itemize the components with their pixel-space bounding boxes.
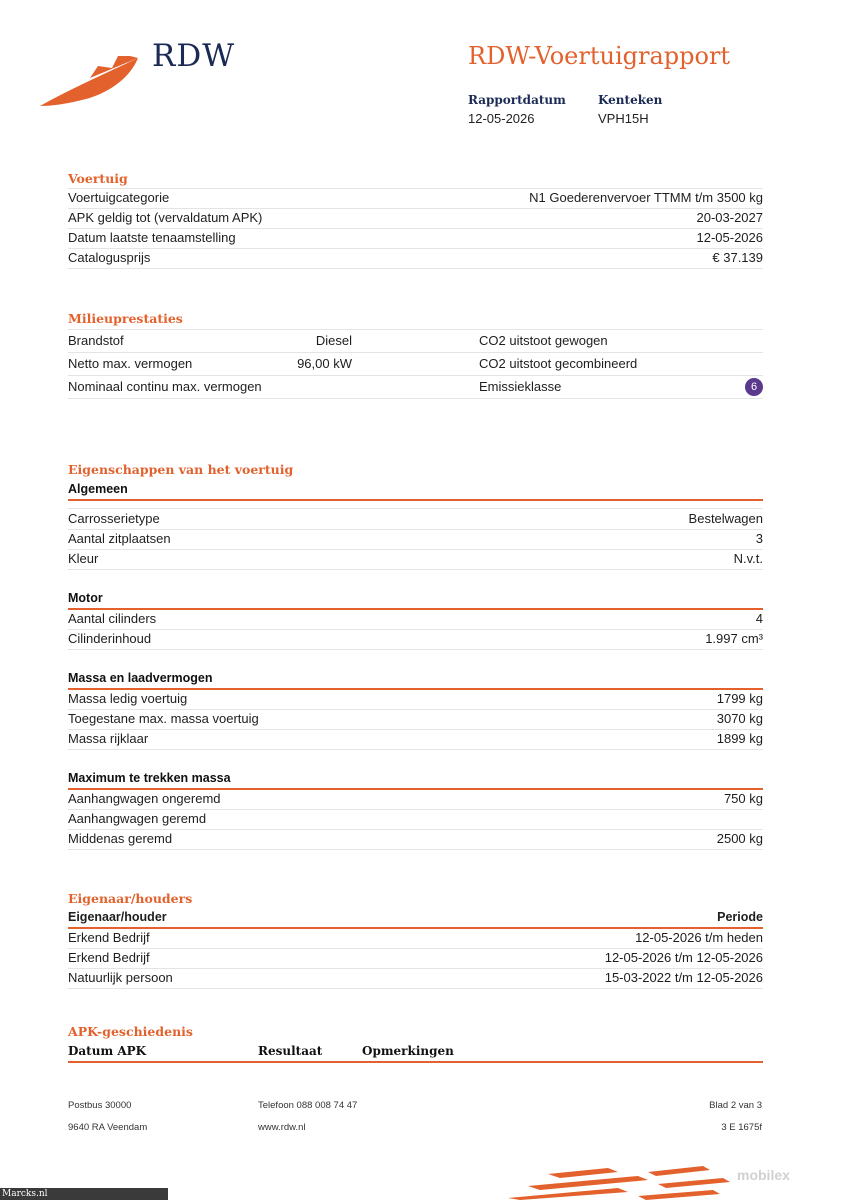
rdw-stripes-decoration — [488, 1160, 848, 1200]
row-label: Aanhangwagen ongeremd — [68, 791, 221, 806]
row-label: Erkend Bedrijf — [68, 930, 150, 945]
footer-page: Blad 2 van 3 — [709, 1100, 762, 1111]
row-label: Massa rijklaar — [68, 731, 149, 746]
kenteken-value: VPH15H — [598, 111, 649, 126]
row-label: Natuurlijk persoon — [68, 970, 173, 985]
table-row — [68, 509, 763, 530]
table-row — [68, 689, 763, 710]
row-value: 750 kg — [723, 791, 763, 806]
row-value: 96,00 kW — [297, 356, 352, 371]
eigenaar-col-left: Eigenaar/houder — [68, 910, 167, 924]
row-value: 1.997 cm³ — [705, 631, 763, 646]
row-label: Emissieklasse — [479, 379, 562, 394]
row-value: 4 — [755, 611, 763, 626]
row-value: 12-05-2026 — [696, 230, 763, 245]
section-title-eigenschappen: Eigenschappen van het voertuig — [68, 462, 294, 477]
row-value: Bestelwagen — [688, 511, 763, 526]
apk-col-datum: Datum APK — [68, 1044, 147, 1058]
section-title-milieu: Milieuprestaties — [68, 311, 183, 326]
row-label: Voertuigcategorie — [68, 190, 170, 205]
row-label: CO2 uitstoot gewogen — [479, 333, 608, 348]
subsection-title-algemeen: Algemeen — [68, 482, 128, 496]
row-label: Brandstof — [68, 333, 124, 348]
table-row — [68, 729, 763, 750]
row-value: N.v.t. — [733, 551, 763, 566]
row-label: Kleur — [68, 551, 99, 566]
row-value: 12-05-2026 t/m 12-05-2026 — [604, 950, 763, 965]
subsection-title-motor: Motor — [68, 591, 103, 605]
row-value: 2500 kg — [716, 831, 763, 846]
row-label: Toegestane max. massa voertuig — [68, 711, 259, 726]
table-row — [68, 709, 763, 730]
row-label: CO2 uitstoot gecombineerd — [479, 356, 638, 371]
row-label: Middenas geremd — [68, 831, 173, 846]
row-label: Carrosserietype — [68, 511, 160, 526]
row-label: Netto max. vermogen — [68, 356, 193, 371]
report-title: RDW-Voertuigrapport — [468, 42, 731, 70]
apk-col-resultaat: Resultaat — [258, 1044, 323, 1058]
table-row — [68, 948, 763, 969]
rapportdatum-label: Rapportdatum — [468, 93, 566, 107]
emissieklasse-badge: 6 — [745, 378, 763, 396]
row-value: Diesel — [315, 333, 352, 348]
table-row — [68, 549, 763, 570]
eigenaar-col-right: Periode — [717, 910, 763, 924]
row-value: N1 Goederenvervoer TTMM t/m 3500 kg — [529, 190, 763, 205]
row-value: 1799 kg — [716, 691, 763, 706]
footer-postbus: Postbus 30000 — [68, 1100, 132, 1111]
row-label: Aantal zitplaatsen — [68, 531, 171, 546]
bottom-left-bar — [0, 1188, 168, 1200]
subsection-title-massa: Massa en laadvermogen — [68, 671, 213, 685]
apk-col-opmerkingen: Opmerkingen — [362, 1044, 454, 1058]
subsection-title-trekken: Maximum te trekken massa — [68, 771, 231, 785]
row-value: 20-03-2027 — [696, 210, 763, 225]
row-label: Aantal cilinders — [68, 611, 157, 626]
table-row — [68, 188, 763, 209]
table-row — [68, 809, 763, 830]
table-row — [68, 353, 763, 376]
footer-code: 3 E 1675f — [721, 1122, 762, 1133]
section-title-voertuig: Voertuig — [68, 171, 128, 186]
row-label: Nominaal continu max. vermogen — [68, 379, 262, 394]
row-label: Datum laatste tenaamstelling — [68, 230, 236, 245]
row-label: Cilinderinhoud — [68, 631, 152, 646]
row-value: 12-05-2026 t/m heden — [635, 930, 763, 945]
table-row — [68, 609, 763, 630]
table-row — [68, 829, 763, 850]
section-title-eigenaar: Eigenaar/houders — [68, 891, 193, 906]
row-label: APK geldig tot (vervaldatum APK) — [68, 210, 263, 225]
row-label: Aanhangwagen geremd — [68, 811, 207, 826]
row-label: Catalogusprijs — [68, 250, 151, 265]
rdw-logo — [38, 38, 238, 110]
rdw-feather-icon — [38, 38, 148, 110]
table-row — [68, 228, 763, 249]
rdw-logo-text: RDW — [152, 38, 236, 74]
table-row — [68, 629, 763, 650]
footer-postcode: 9640 RA Veendam — [68, 1122, 148, 1133]
row-label: Massa ledig voertuig — [68, 691, 188, 706]
footer-telefoon: Telefoon 088 008 74 47 — [258, 1100, 358, 1111]
row-label: Erkend Bedrijf — [68, 950, 150, 965]
table-row — [68, 529, 763, 550]
row-value: € 37.139 — [712, 250, 763, 265]
row-value: 3 — [755, 531, 763, 546]
table-row — [68, 789, 763, 810]
row-value: 15-03-2022 t/m 12-05-2026 — [604, 970, 763, 985]
table-row — [68, 376, 763, 399]
watermark-text: mobilex — [737, 1167, 790, 1183]
bottom-left-tag: Marcks.nl — [2, 1189, 48, 1199]
kenteken-label: Kenteken — [598, 93, 663, 107]
row-value: 3070 kg — [716, 711, 763, 726]
row-value: 1899 kg — [716, 731, 763, 746]
section-title-apk: APK-geschiedenis — [68, 1024, 193, 1039]
table-row — [68, 330, 763, 353]
table-row — [68, 208, 763, 229]
footer-website: www.rdw.nl — [258, 1122, 306, 1133]
table-row — [68, 928, 763, 949]
rapportdatum-value: 12-05-2026 — [468, 111, 535, 126]
table-row — [68, 968, 763, 989]
table-row — [68, 248, 763, 269]
